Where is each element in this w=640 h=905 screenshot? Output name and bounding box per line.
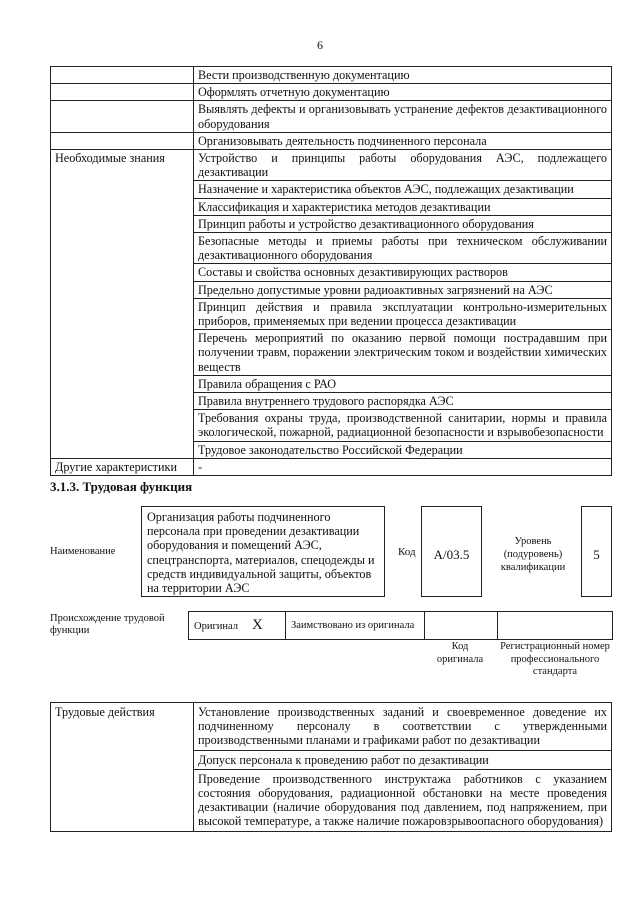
function-name-value: Организация работы подчиненного персонала при проведении дезактивации оборудования и помещений АЭС, спецтранспорта, материалов, спецодежды и средств индивидуальной защиты, объектов на территории АЭС [141, 506, 385, 597]
section-title: 3.1.3. Трудовая функция [50, 479, 193, 494]
skills-label-cell [51, 132, 194, 149]
skill-cell: Организовывать деятельность подчиненного персонала [194, 132, 612, 149]
knowledge-cell: Трудовое законодательство Российской Федерации [194, 441, 612, 458]
skill-cell: Оформлять отчетную документацию [194, 84, 612, 101]
knowledge-cell: Принцип действия и правила эксплуатации контрольно-измерительных приборов, применяемых при ведении процесса дезактивации [194, 298, 612, 329]
table-row [189, 612, 613, 640]
knowledge-cell: Принцип работы и устройство дезактивационного оборудования [194, 215, 612, 232]
skill-cell: Выявлять дефекты и организовывать устранение дефектов дезактивационного оборудования [194, 101, 612, 132]
function-origin-label: Происхождение трудовой функции [50, 613, 165, 636]
knowledge-cell: Устройство и принципы работы оборудования АЭС, подлежащего дезактивации [194, 150, 612, 181]
original-cell [189, 612, 286, 640]
labor-action-cell: Установление производственных заданий и своевременное доведение их подчиненному персоналу в соответствии с утвержденными производственными планами и графиками работ по дезактивации [194, 703, 612, 751]
other-characteristics-label: Другие характеристики [51, 458, 194, 475]
page-number: 6 [317, 38, 323, 52]
table-row [51, 101, 612, 132]
function-name-label: Наименование [50, 546, 116, 557]
skill-cell: Вести производственную документацию [194, 67, 612, 84]
knowledge-cell: Требования охраны труда, производственной санитарии, нормы и правила экологической, пожарной, радиационной безопасности и взрывобезопасности [194, 410, 612, 441]
qualification-level-value: 5 [581, 506, 612, 597]
qualification-level-label: Уровень (подуровень) квалификации [500, 536, 566, 573]
requirements-table [50, 66, 612, 476]
labor-action-cell: Проведение производственного инструктажа работников с указанием состояния оборудования, радиационной обстановки на месте проведения дезактивации (наличие оборудования под давлением, под напряжением, при высокой температуре, а также наличие пожаровзрывоопасного оборудования) [194, 769, 612, 831]
knowledge-cell: Назначение и характеристика объектов АЭС, подлежащих дезактивации [194, 181, 612, 198]
skills-label-cell [51, 67, 194, 84]
knowledge-cell: Составы и свойства основных дезактивирующих растворов [194, 264, 612, 281]
table-row [51, 458, 612, 475]
borrowed-cell: Заимствовано из оригинала [286, 612, 425, 640]
table-row [51, 132, 612, 149]
labor-actions-table [50, 702, 612, 832]
labor-action-cell: Допуск персонала к проведению работ по дезактивации [194, 750, 612, 769]
knowledge-cell: Правила внутреннего трудового распорядка АЭС [194, 393, 612, 410]
skills-label-cell [51, 101, 194, 132]
code-value: A/03.5 [421, 506, 482, 597]
labor-actions-label: Трудовые действия [51, 703, 194, 832]
knowledge-cell: Предельно допустимые уровни радиоактивных загрязнений на АЭС [194, 281, 612, 298]
registration-number-caption: Регистрационный номер профессионального стандарта [500, 641, 610, 677]
knowledge-cell: Перечень мероприятий по оказанию первой помощи пострадавшим при получении травм, поражении электрическим током и воздействии химических веществ [194, 330, 612, 376]
skills-label-cell [51, 84, 194, 101]
knowledge-cell: Безопасные методы и приемы работы при техническом обслуживании дезактивационного оборудования [194, 233, 612, 264]
code-label: Код [398, 546, 416, 558]
knowledge-label: Необходимые знания [51, 150, 194, 459]
original-mark: X [252, 616, 263, 633]
original-code-caption: Код оригинала [436, 641, 484, 665]
original-code-cell [425, 612, 498, 640]
table-row [51, 67, 612, 84]
table-row [51, 84, 612, 101]
origin-table [188, 611, 613, 640]
knowledge-cell: Классификация и характеристика методов дезактивации [194, 198, 612, 215]
other-characteristics-value: - [194, 458, 612, 475]
registration-number-cell [498, 612, 613, 640]
table-row [51, 150, 612, 181]
table-row [51, 703, 612, 751]
knowledge-cell: Правила обращения с РАО [194, 375, 612, 392]
original-label: Оригинал [194, 620, 238, 632]
